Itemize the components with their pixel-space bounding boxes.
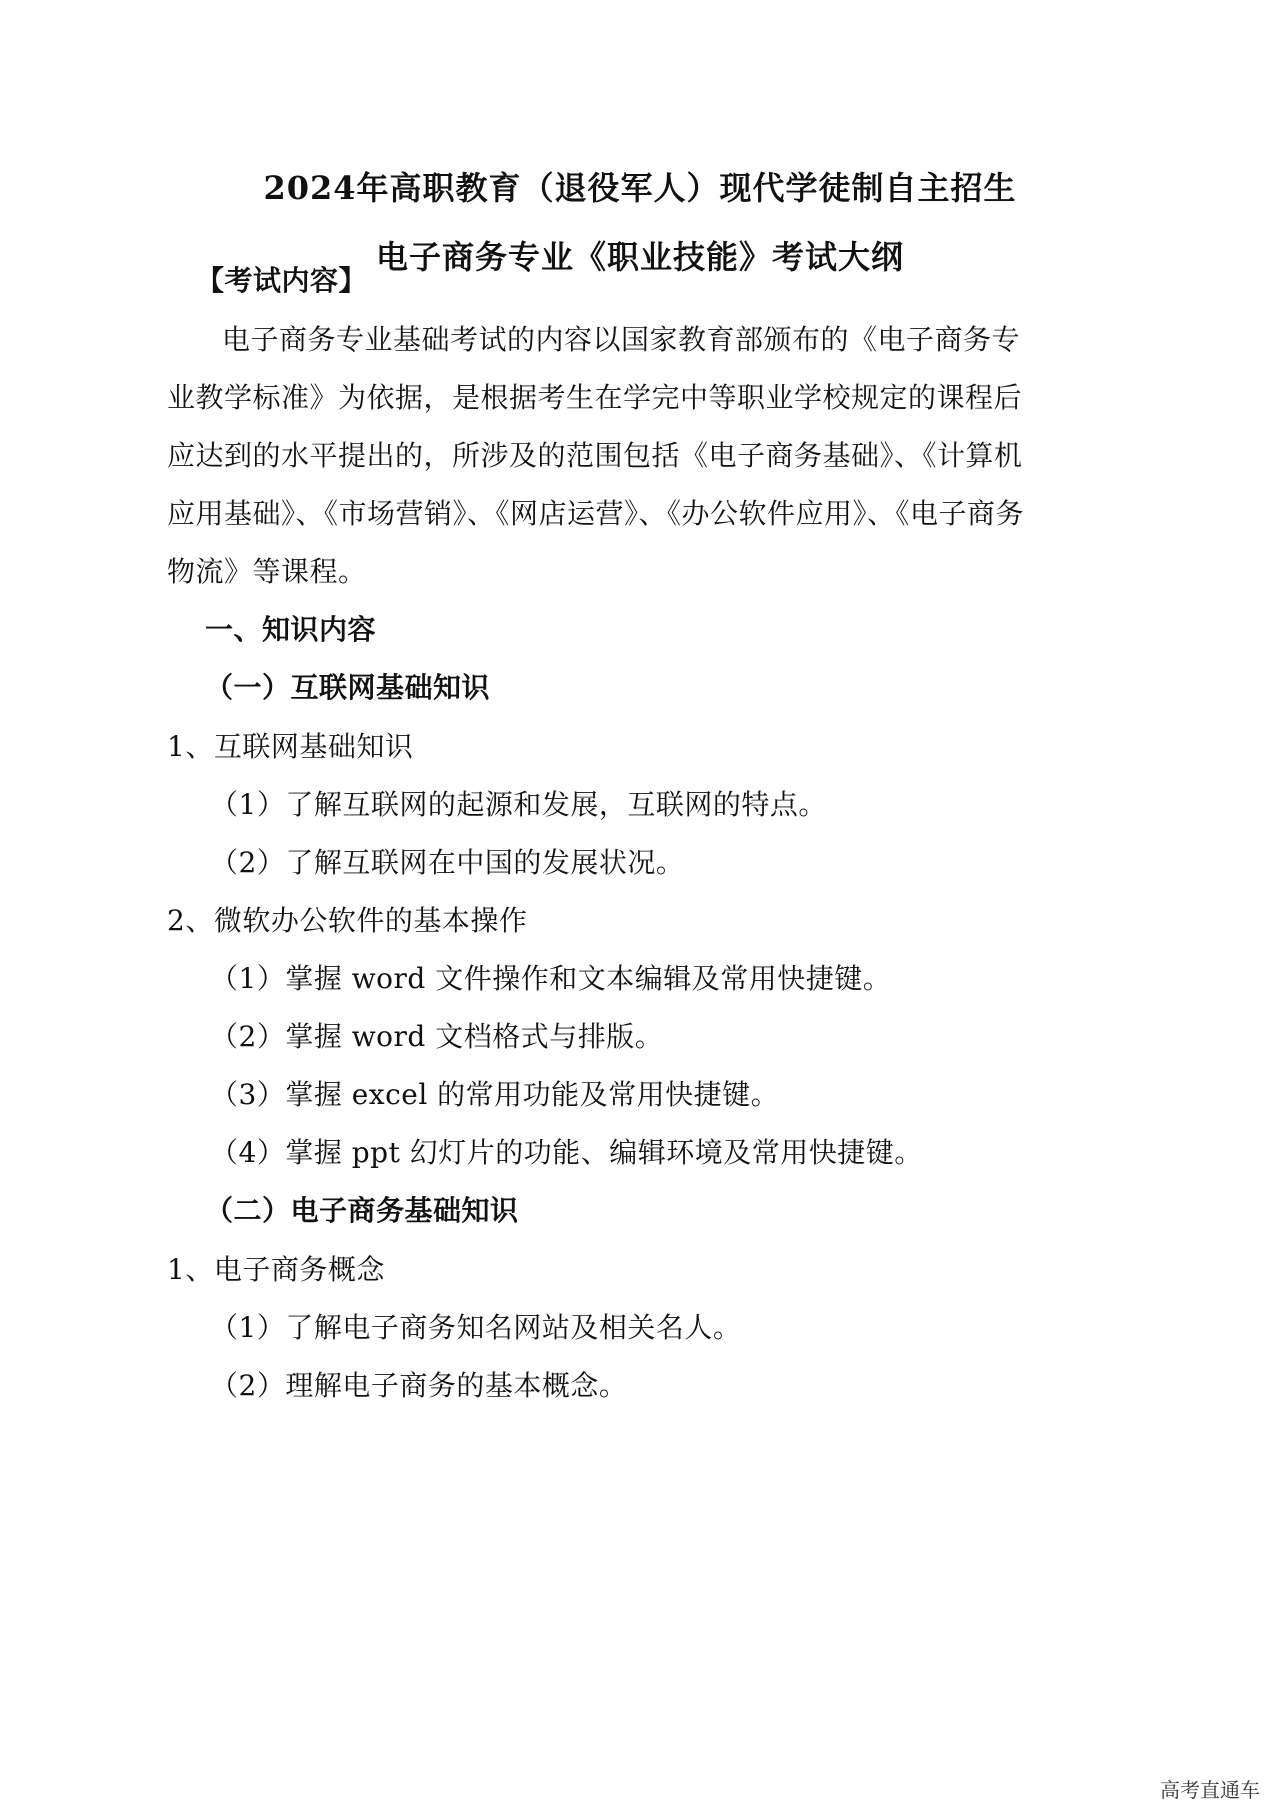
list-item: （4）掌握 ppt 幻灯片的功能、编辑环境及常用快捷键。 xyxy=(210,1136,923,1169)
item-title-ecommerce-concept: 1、电子商务概念 xyxy=(167,1253,385,1286)
section-heading-exam-content: 【考试内容】 xyxy=(196,264,368,297)
intro-paragraph-line: 应达到的水平提出的，所涉及的范围包括《电子商务基础》、《计算机 xyxy=(167,439,1023,472)
document-title-line-2: 电子商务专业《职业技能》考试大纲 xyxy=(375,238,904,276)
subheading-ecommerce-basics: （二）电子商务基础知识 xyxy=(205,1194,519,1227)
list-item: （1）了解电子商务知名网站及相关名人。 xyxy=(210,1311,742,1344)
list-item: （1）掌握 word 文件操作和文本编辑及常用快捷键。 xyxy=(210,962,892,995)
document-title-line-1: 2024年高职教育（退役军人）现代学徒制自主招生 xyxy=(263,169,1017,207)
item-title-internet-basics: 1、互联网基础知识 xyxy=(167,730,414,763)
list-item: （3）掌握 excel 的常用功能及常用快捷键。 xyxy=(210,1078,780,1111)
list-item: （2）了解互联网在中国的发展状况。 xyxy=(210,846,685,879)
list-item: （2）掌握 word 文档格式与排版。 xyxy=(210,1020,664,1053)
subheading-internet-basics: （一）互联网基础知识 xyxy=(205,671,491,704)
list-item: （2）理解电子商务的基本概念。 xyxy=(210,1369,628,1402)
intro-paragraph-line: 应用基础》、《市场营销》、《网店运营》、《办公软件应用》、《电子商务 xyxy=(167,497,1025,530)
intro-paragraph-line: 物流》等课程。 xyxy=(167,555,367,588)
list-item: （1）了解互联网的起源和发展，互联网的特点。 xyxy=(210,788,827,821)
intro-paragraph-line: 电子商务专业基础考试的内容以国家教育部颁布的《电子商务专 xyxy=(222,323,1021,356)
item-title-office-software: 2、微软办公软件的基本操作 xyxy=(167,904,528,937)
source-watermark: 高考直通车 xyxy=(1160,1778,1260,1802)
heading-knowledge-content: 一、知识内容 xyxy=(205,613,377,646)
intro-paragraph-line: 业教学标准》为依据，是根据考生在学完中等职业学校规定的课程后 xyxy=(167,381,1023,414)
